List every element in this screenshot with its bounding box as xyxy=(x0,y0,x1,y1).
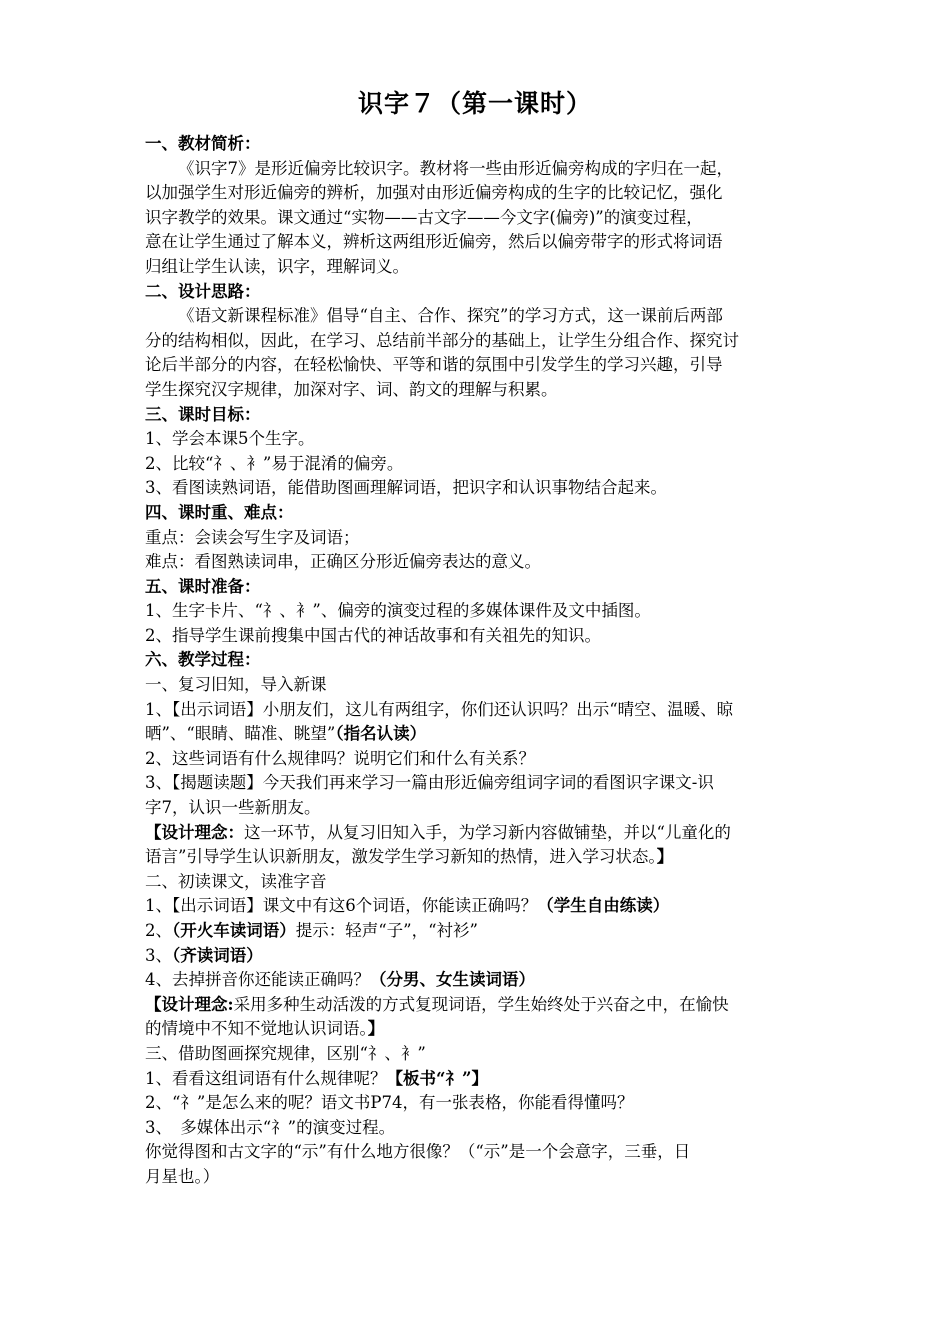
body-text: 4、去掉拼音你还能读正确吗？ xyxy=(145,970,370,990)
bold-text: 【板书“礻”】 xyxy=(386,1068,488,1088)
body-text: 2、 xyxy=(145,921,172,940)
body-text: 月星也。） xyxy=(145,1166,220,1186)
text-line xyxy=(145,132,810,157)
text-line xyxy=(145,255,810,280)
text-line xyxy=(145,1116,810,1141)
text-line xyxy=(145,181,810,206)
body-text: 1、生字卡片、“礻、衤”、偏旁的演变过程的多媒体课件及文中插图。 xyxy=(145,601,651,621)
bold-text: 【设计理念: xyxy=(145,994,234,1014)
text-line xyxy=(145,403,810,428)
body-text: 提示：轻声“子”，“衬衫” xyxy=(295,921,478,940)
body-text: 《语文新课程标准》倡导“自主、合作、探究”的学习方式，这一课前后两部 xyxy=(178,306,723,326)
body-text: 1、【出示词语】课文中有这6个词语，你能读正确吗？ xyxy=(145,896,538,916)
bold-text: 五、课时准备： xyxy=(145,576,261,596)
body-text: 2、这些词语有什么规律吗？说明它们和什么有关系？ xyxy=(145,748,535,768)
body-text: 1、看看这组词语有什么规律呢？ xyxy=(145,1068,387,1088)
text-line xyxy=(145,157,810,182)
text-line xyxy=(145,821,810,846)
body-text: 1、学会本课5个生字。 xyxy=(145,429,315,449)
body-text: 你觉得图和古文字的“示”有什么地方很像？（“示”是一个会意字，三垂，日 xyxy=(145,1142,691,1162)
body-text: 1、【出示词语】小朋友们，这儿有两组字，你们还认识吗？出示“晴空、温暖、晾 xyxy=(145,699,734,719)
bold-text: 二、设计思路： xyxy=(145,281,261,301)
text-line xyxy=(145,452,810,477)
body-text: 字7，认识一些新朋友。 xyxy=(145,798,321,818)
text-line xyxy=(145,501,810,526)
bold-text: 四、课时重、难点： xyxy=(145,502,294,522)
text-line xyxy=(145,329,810,354)
text-line xyxy=(145,673,810,698)
text-line xyxy=(145,304,810,329)
text-line xyxy=(145,747,810,772)
body-text: 分的结构相似，因此，在学习、总结前半部分的基础上，让学生分组合作、探究讨 xyxy=(145,330,739,350)
text-line xyxy=(145,1165,810,1190)
text-line xyxy=(145,280,810,305)
text-line xyxy=(145,1091,810,1116)
text-line xyxy=(145,624,810,649)
bold-text: （开火车读词语） xyxy=(172,921,296,940)
body-text: 2、“礻”是怎么来的呢？语文书P74，有一张表格，你能看得懂吗？ xyxy=(145,1093,634,1113)
text-line xyxy=(145,648,810,673)
text-line xyxy=(145,870,810,895)
bold-text: 三、课时目标： xyxy=(145,404,261,424)
text-line xyxy=(145,526,810,551)
body-text: 三、借助图画探究规律，区别“礻、衤” xyxy=(145,1043,426,1063)
bold-text: 一、教材简析： xyxy=(145,134,261,153)
text-line xyxy=(145,771,810,796)
body-text: 难点：看图熟读词串，正确区分形近偏旁表达的意义。 xyxy=(145,552,541,572)
text-line xyxy=(145,378,810,403)
body-text: 3、 xyxy=(145,945,172,965)
body-text: 学生探究汉字规律，加深对字、词、韵文的理解与积累。 xyxy=(145,379,558,399)
body-text: 意在让学生通过了解本义，辨析这两组形近偏旁，然后以偏旁带字的形式将词语 xyxy=(145,232,723,252)
body-text: 语言”引导学生认识新朋友，激发学生学习新知的热情，进入学习状态。 xyxy=(145,847,657,867)
body-text: 2、指导学生课前搜集中国古代的神话故事和有关祖先的知识。 xyxy=(145,625,601,645)
text-line xyxy=(145,845,810,870)
document-body xyxy=(145,132,810,1190)
body-text: 3、看图读熟词语，能借助图画理解词语，把识字和认识事物结合起来。 xyxy=(145,478,667,498)
text-line xyxy=(145,476,810,501)
text-line xyxy=(145,206,810,231)
body-text: 这一环节，从复习旧知入手，为学习新内容做铺垫，并以“儿童化的 xyxy=(244,822,731,842)
body-text: 一、复习旧知，导入新课 xyxy=(145,675,327,695)
text-line xyxy=(145,1017,810,1042)
body-text: 3、【揭题读题】今天我们再来学习一篇由形近偏旁组词字词的看图识字课文-识 xyxy=(145,773,714,793)
bold-text: 【设计理念： xyxy=(145,822,244,842)
bold-text: （齐读词语） xyxy=(172,945,263,965)
text-line xyxy=(145,1067,810,1092)
body-text: 3、 多媒体出示“礻”的演变过程。 xyxy=(145,1117,396,1137)
bold-text: （指名认读） xyxy=(335,724,427,744)
bold-text: 六、教学过程： xyxy=(145,650,261,670)
text-line xyxy=(145,796,810,821)
body-text: 采用多种生动活泼的方式复现词语，学生始终处于兴奋之中，在愉快 xyxy=(233,994,729,1014)
text-line xyxy=(145,944,810,969)
page-title: 识字７（第一课时） xyxy=(357,89,592,118)
body-text: 论后半部分的内容，在轻松愉快、平等和谐的氛围中引发学生的学习兴趣，引导 xyxy=(145,355,723,375)
text-line xyxy=(145,353,810,378)
body-text: 以加强学生对形近偏旁的辨析，加强对由形近偏旁构成的生字的比较记忆，强化 xyxy=(145,183,723,203)
body-text: 识字教学的效果。课文通过“实物——古文字——今文字(偏旁)”的演变过程， xyxy=(145,207,703,227)
text-line xyxy=(145,599,810,624)
text-line xyxy=(145,1140,810,1165)
text-line xyxy=(145,427,810,452)
text-line xyxy=(145,919,810,944)
body-text: 归组让学生认读，识字，理解词义。 xyxy=(145,256,409,276)
bold-text: （分男、女生读词语） xyxy=(370,970,535,990)
text-line xyxy=(145,550,810,575)
body-text: 重点：会读会写生字及词语； xyxy=(145,527,360,547)
body-text: 《识字7》是形近偏旁比较识字。教材将一些由形近偏旁构成的字归在一起， xyxy=(178,158,733,178)
body-text: 2、比较“礻、衤”易于混淆的偏旁。 xyxy=(145,453,404,473)
text-line xyxy=(145,722,810,747)
bold-text: （学生自由练读） xyxy=(537,896,670,916)
text-line xyxy=(145,230,810,255)
text-line xyxy=(145,968,810,993)
body-text: 二、初读课文，读准字音 xyxy=(145,871,327,891)
bold-text: 】 xyxy=(656,847,674,867)
text-line xyxy=(145,894,810,919)
text-line xyxy=(145,698,810,723)
bold-text: 】 xyxy=(367,1019,385,1039)
text-line xyxy=(145,1042,810,1067)
body-text: 的情境中不知不觉地认识词语。 xyxy=(145,1019,368,1039)
body-text: 晒”、“眼睛、瞄准、眺望” xyxy=(145,724,336,744)
text-line xyxy=(145,993,810,1018)
text-line xyxy=(145,575,810,600)
